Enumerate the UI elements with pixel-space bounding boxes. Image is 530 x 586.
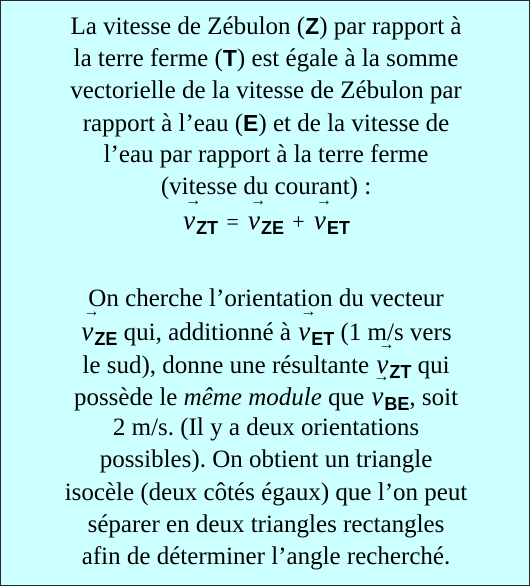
plus-sign: +	[292, 208, 305, 234]
text-fragment: , soit	[409, 383, 459, 411]
text-line	[1, 107, 530, 139]
symbol-t: T	[222, 45, 237, 72]
subscript-be: BE	[384, 393, 410, 414]
text-fragment: la terre ferme (	[73, 45, 223, 73]
text-line	[1, 348, 530, 380]
text-line: 2 m/s. (Il y a deux orientations	[112, 414, 420, 442]
text-fragment: qui	[411, 351, 450, 379]
text-fragment: le sud), donne une résultante	[82, 351, 376, 379]
equals-sign: =	[226, 208, 239, 234]
text-fragment: (1 m/s vers	[334, 319, 452, 347]
text-fragment: La vitesse de Zébulon (	[70, 13, 306, 40]
vector-v: → v	[182, 204, 196, 236]
text-fragment: qui, additionné à	[117, 319, 298, 347]
symbol-z: Z	[305, 13, 320, 39]
text-line	[1, 42, 530, 74]
subscript-et: ET	[311, 329, 335, 350]
text-line: possibles). On obtient un triangle	[99, 446, 433, 474]
text-line: l’eau par rapport à la terre ferme	[103, 141, 429, 169]
vector-v: → v	[313, 204, 327, 236]
text-fragment: ) et de la vitesse de	[258, 109, 450, 137]
vector-v: → v	[80, 315, 94, 347]
text-fragment: possède le	[73, 383, 184, 411]
vector-v: → v	[370, 380, 384, 412]
vector-v: → v	[297, 315, 311, 347]
text-line	[1, 315, 530, 350]
subscript-zt: ZT	[389, 361, 412, 382]
subscript-ze: ZE	[260, 217, 284, 238]
paragraph-velocity-sum	[1, 10, 530, 236]
text-line	[1, 10, 530, 42]
text-line: isocèle (deux côtés égaux) que l’on peut	[64, 478, 468, 506]
text-fragment: ) par rapport à	[319, 13, 462, 40]
text-line: vectorielle de la vitesse de Zébulon par	[70, 76, 462, 104]
text-fragment: que	[321, 383, 371, 411]
text-line: (vitesse du courant) :	[160, 173, 372, 201]
text-line	[1, 380, 530, 412]
vector-equation	[1, 204, 530, 236]
subscript-et: ET	[326, 217, 350, 238]
text-line: On cherche l’orientation du vecteur	[88, 285, 444, 312]
vector-v: → v	[375, 348, 389, 380]
vector-v: → v	[247, 204, 261, 236]
subscript-ze: ZE	[94, 329, 118, 350]
paragraph-orientation	[1, 283, 530, 574]
emphasis-text: même module	[183, 383, 322, 411]
text-line: afin de déterminer l’angle recherché.	[81, 543, 451, 571]
text-line: séparer en deux triangles rectangles	[87, 511, 445, 539]
symbol-e: E	[243, 109, 259, 136]
subscript-zt: ZT	[196, 217, 219, 238]
text-fragment: rapport à l’eau (	[82, 109, 244, 137]
text-fragment: ) est égale à la somme	[236, 45, 459, 73]
